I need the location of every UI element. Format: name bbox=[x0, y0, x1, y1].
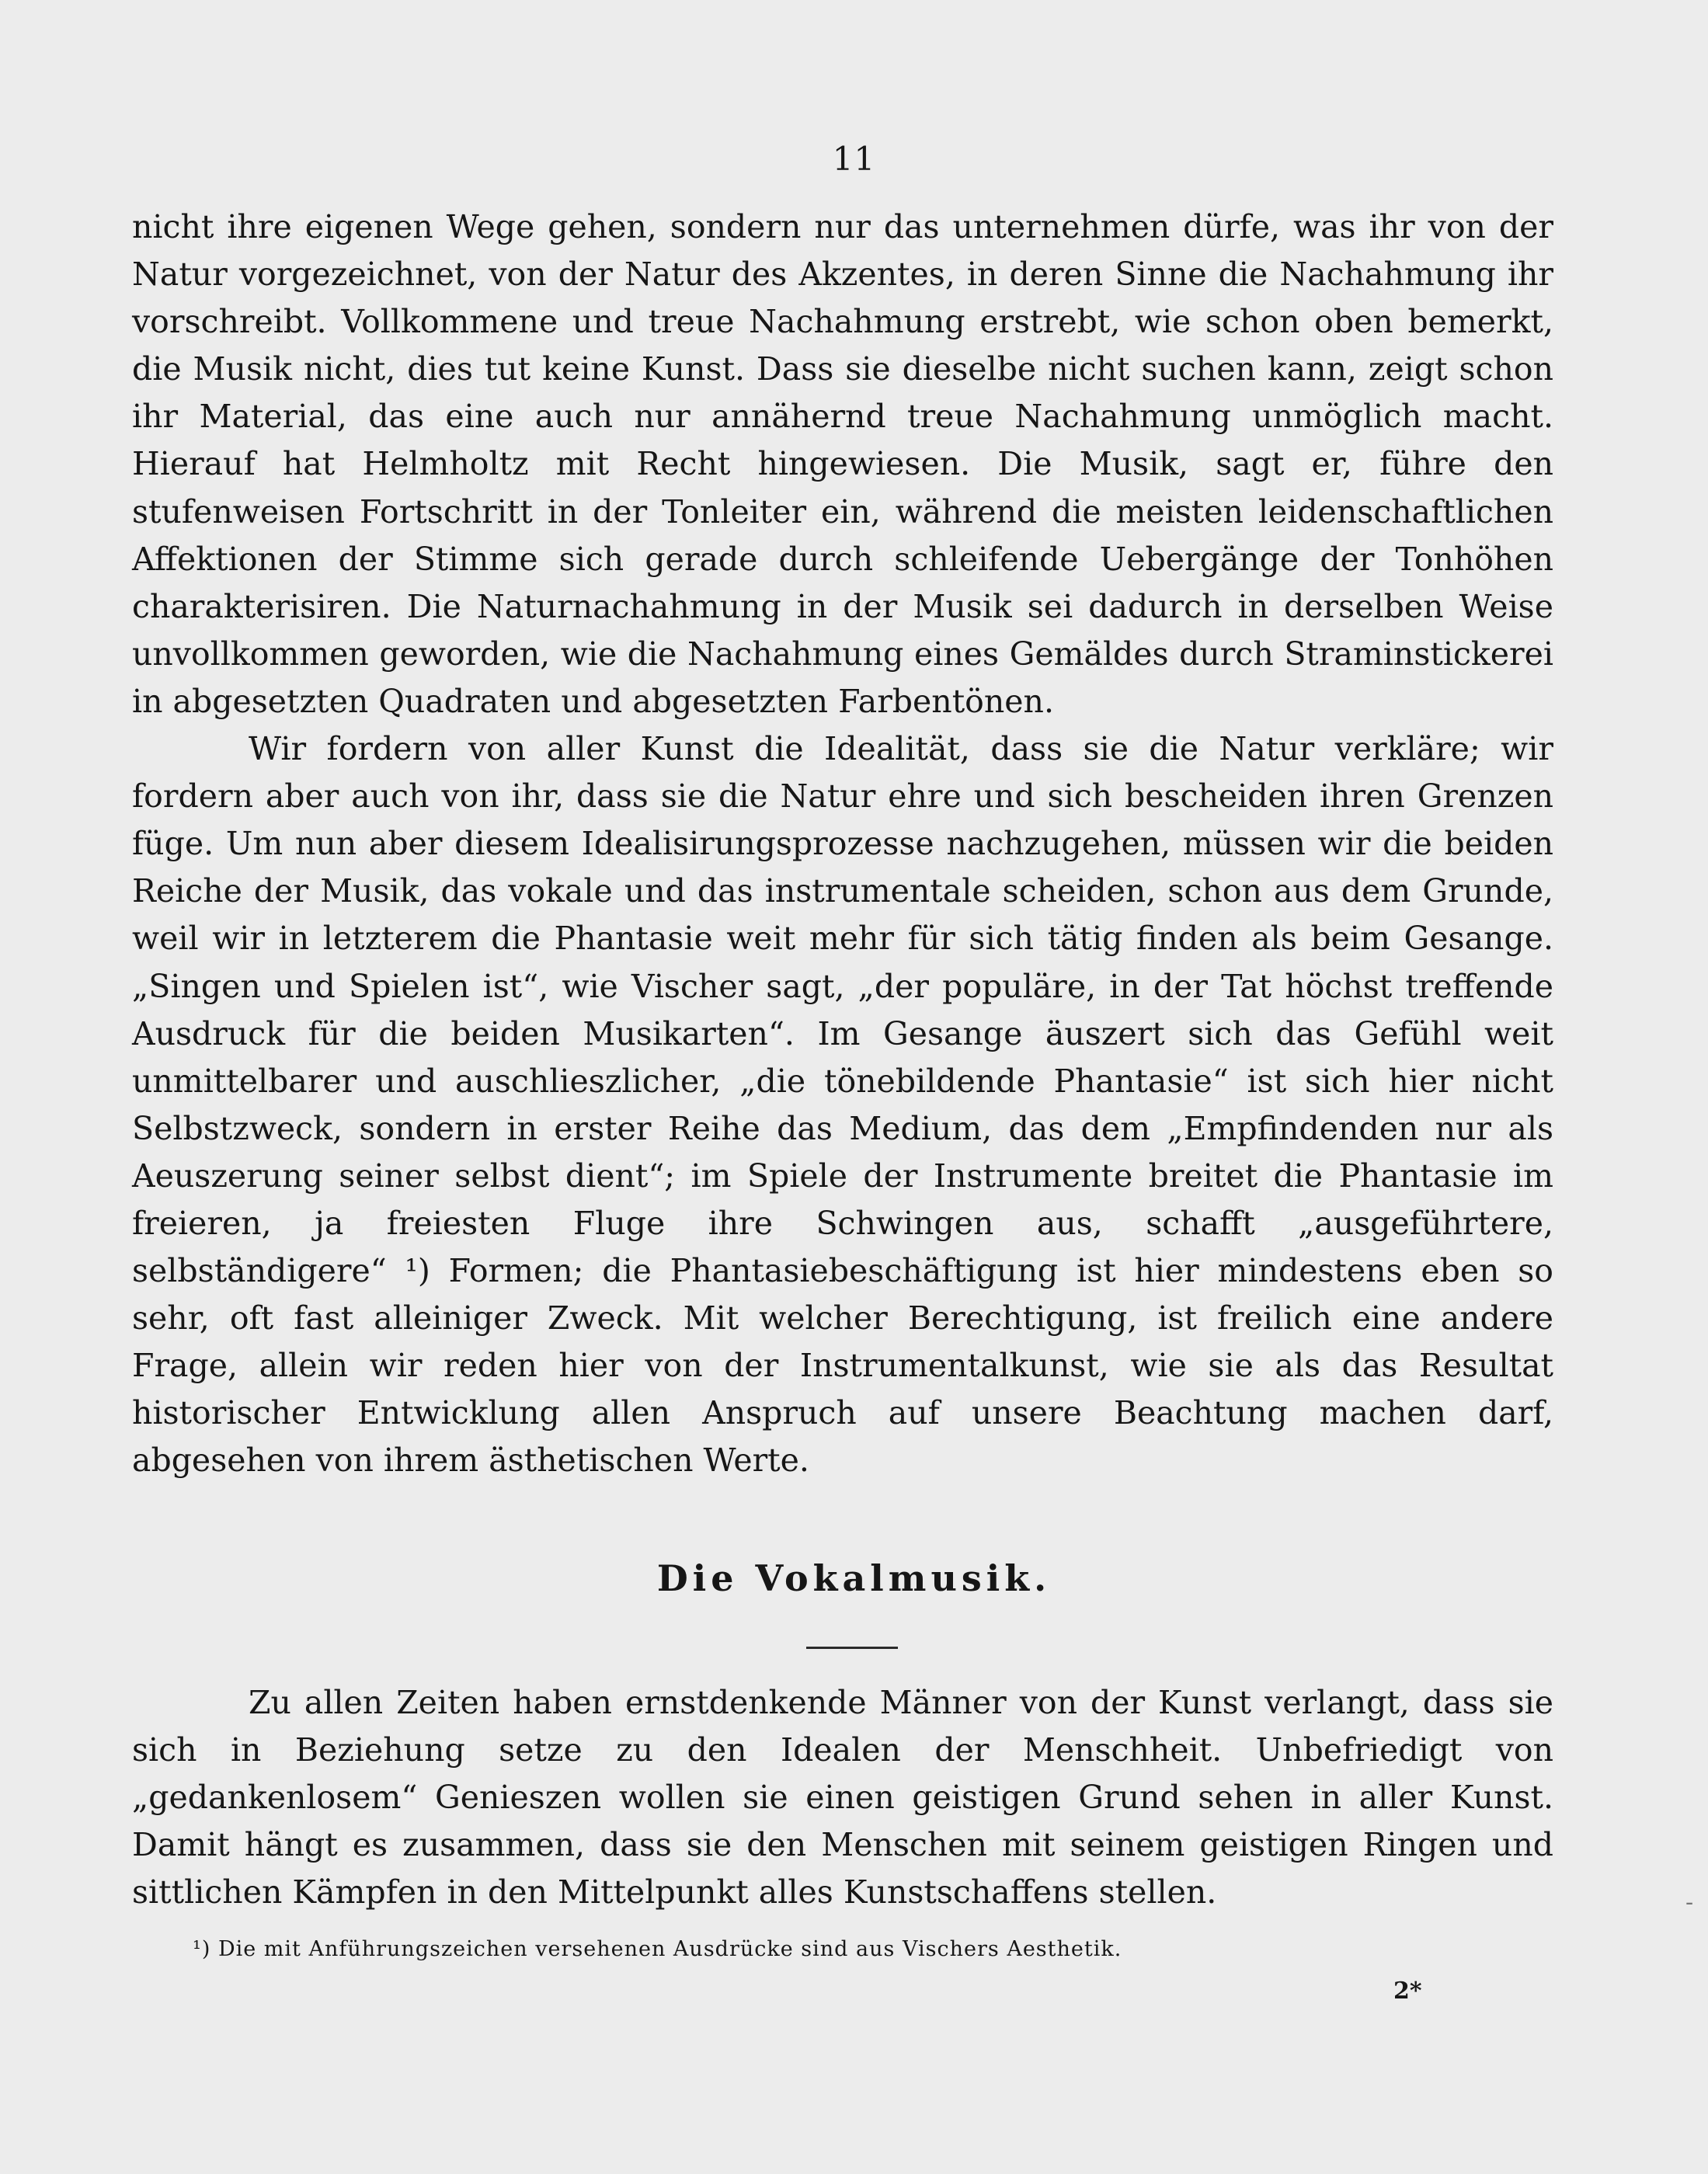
footnote bbox=[193, 1937, 1552, 1961]
section-heading: Die Vokalmusik. bbox=[656, 1557, 1052, 1599]
section-text bbox=[132, 1679, 1553, 1916]
page-number: 11 bbox=[832, 140, 876, 178]
signature-mark: 2* bbox=[1393, 1977, 1422, 2005]
main-text bbox=[132, 203, 1553, 1485]
footnote-marker: ¹) bbox=[193, 1937, 211, 1961]
paragraph-idealitaet: Wir fordern von aller Kunst die Idealität, dass sie die Natur verkläre; wir fordern aber auch von ihr, dass sie die Natur ehre und sich bescheiden ihren Grenzen füge. Um nun aber diesem Idealisirungsprozesse nachzugehen, müssen wir die beiden Reiche der Musik, das vokale und das instrumentale scheiden, schon aus dem Grunde, weil wir in letzterem die Phantasie weit mehr für sich tätig finden als beim Gesange. „Singen und Spielen ist“, wie Vischer sagt, „der populäre, in der Tat höchst treffende Ausdruck für die beiden Musikarten“. Im Gesange äuszert sich das Gefühl weit unmittelbarer und auschlieszlicher, „die tönebildende Phantasie“ ist sich hier nicht Selbstzweck, sondern in erster Reihe das Medium, das dem „Empfindenden nur als Aeuszerung seiner selbst dient“; im Spiele der Instrumente breitet die Phantasie im freieren, ja freiesten Fluge ihre Schwingen aus, schafft „ausgeführtere, selbständigere“ ¹) Formen; die Phantasiebeschäftigung ist hier mindestens eben so sehr, oft fast alleiniger Zweck. Mit welcher Berechtigung, ist freilich eine andere Frage, allein wir reden hier von der Instrumentalkunst, wie sie als das Resultat historischer Entwicklung allen Anspruch auf unsere Beachtung machen darf, abgesehen von ihrem ästhetischen Werte. bbox=[132, 730, 1553, 1480]
edge-mark: - bbox=[1685, 1889, 1694, 1916]
paragraph-nachahmung: nicht ihre eigenen Wege gehen, sondern nur das unternehmen dürfe, was ihr von der Natur vorgezeichnet, von der Natur des Akzentes, in deren Sinne die Nachahmung ihr vorschreibt. Vollkommene und treue Nachahmung erstrebt, wie schon oben bemerkt, die Musik nicht, dies tut keine Kunst. Dass sie dieselbe nicht suchen kann, zeigt schon ihr Material, das eine auch nur annähernd treue Nachahmung unmöglich macht. Hierauf hat Helmholtz mit Recht hingewiesen. Die Musik, sagt er, führe den stufenweisen Fortschritt in der Tonleiter ein, während die meisten leidenschaftlichen Affektionen der Stimme sich gerade durch schleifende Uebergänge der Tonhöhen charakterisiren. Die Naturnachahmung in der Musik sei dadurch in derselben Weise unvollkommen geworden, wie die Nachahmung eines Gemäldes durch Straminstickerei in abgesetzten Quadraten und abgesetzten Farbentönen. bbox=[132, 208, 1553, 720]
footnote-text: Die mit Anführungszeichen versehenen Ausdrücke sind aus Vischers Aesthetik. bbox=[217, 1937, 1122, 1961]
paragraph-vokalmusik: Zu allen Zeiten haben ernstdenkende Männer von der Kunst verlangt, dass sie sich in Beziehung setze zu den Idealen der Menschheit. Unbefriedigt von „gedankenlosem“ Genieszen wollen sie einen geistigen Grund sehen in aller Kunst. Damit hängt es zusammen, dass sie den Menschen mit seinem geistigen Ringen und sittlichen Kämpfen in den Mittelpunkt alles Kunstschaffens stellen. bbox=[132, 1684, 1553, 1911]
heading-rule bbox=[806, 1647, 898, 1649]
